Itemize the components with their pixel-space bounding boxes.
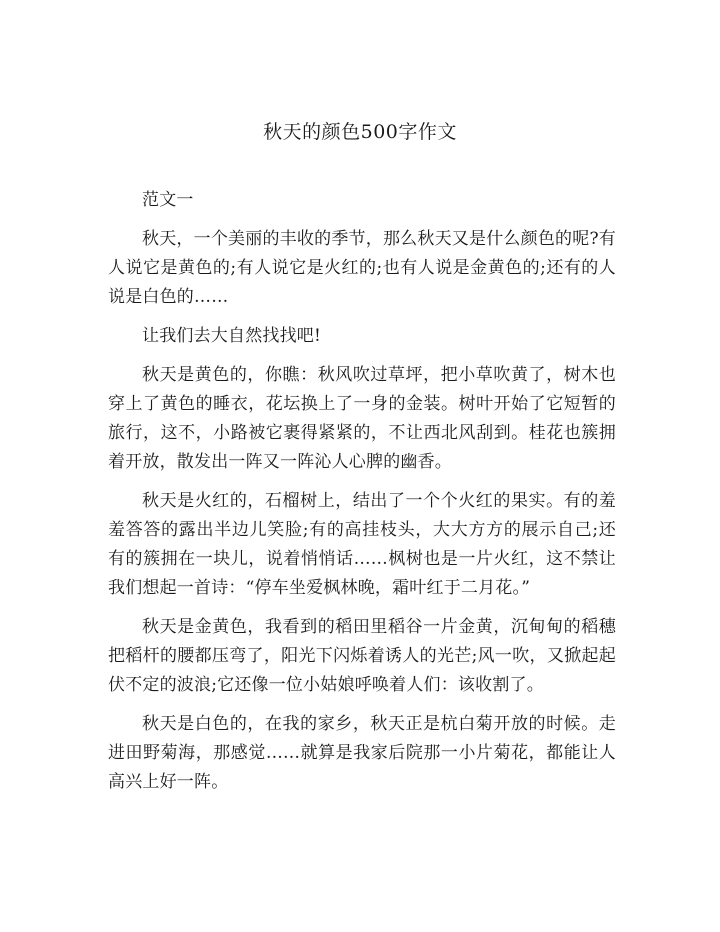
paragraph-white: 秋天是白色的，在我的家乡，秋天正是杭白菊开放的时候。走进田野菊海，那感觉……就算是我家后院那一小片菊花，都能让人高兴上好一阵。 [108, 714, 616, 792]
paragraph-golden: 秋天是金黄色，我看到的稻田里稻谷一片金黄，沉甸甸的稻穗把稻杆的腰都压弯了，阳光下闪烁着诱人的光芒;风一吹，又掀起起伏不定的波浪;它还像一位小姑娘呼唤着人们：该收割了。 [108, 617, 616, 695]
paragraph-red: 秋天是火红的，石榴树上，结出了一个个火红的果实。有的羞羞答答的露出半边儿笑脸;有的高挂枝头，大大方方的展示自己;还有的簇拥在一块儿，说着悄悄话……枫树也是一片火红，这不禁让我们想起一首诗：“停车坐爱枫林晚，霜叶红于二月花。” [108, 491, 616, 598]
paragraph-lets-find: 让我们去大自然找找吧! [142, 326, 322, 346]
essay-body [108, 186, 616, 807]
page-title: 秋天的颜色500字作文 [263, 121, 457, 143]
paragraph-yellow: 秋天是黄色的，你瞧：秋风吹过草坪，把小草吹黄了，树木也穿上了黄色的睡衣，花坛换上了一身的金装。树叶开始了它短暂的旅行，这不，小路被它裹得紧紧的，不让西北风刮到。桂花也簇拥着开放，散发出一阵又一阵沁人心脾的幽香。 [108, 365, 616, 472]
essay-subheading: 范文一 [142, 190, 194, 210]
paragraph-intro: 秋天，一个美丽的丰收的季节，那么秋天又是什么颜色的呢?有人说它是黄色的;有人说它是火红的;也有人说是金黄色的;还有的人说是白色的…… [108, 229, 616, 307]
